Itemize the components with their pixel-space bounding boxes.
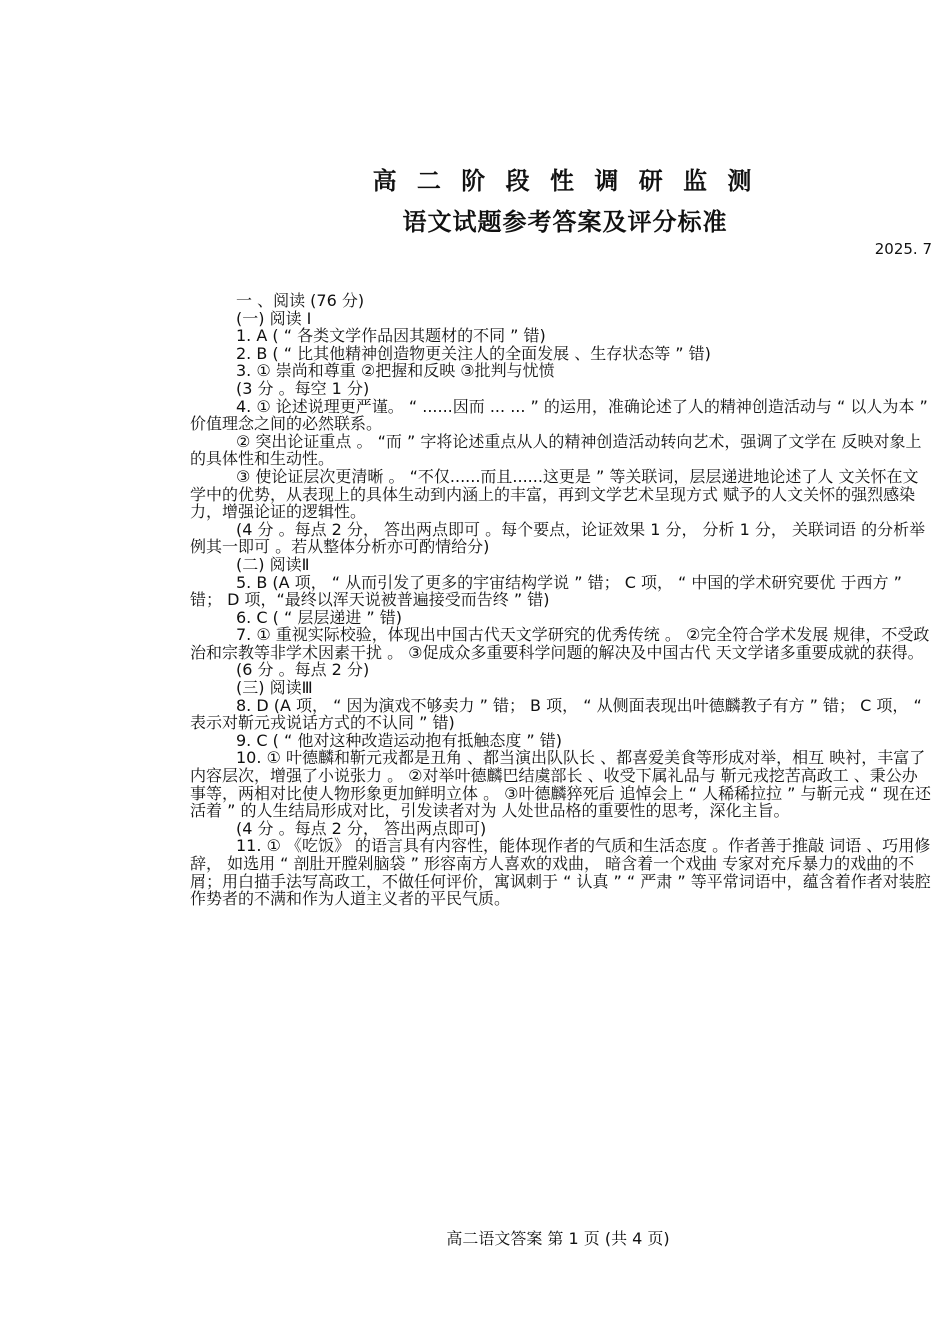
answer-item: 9. C ( “ 他对这种改造运动抱有抵触态度 ” 错) [236, 730, 563, 750]
document-subtitle: 语文试题参考答案及评分标准 [402, 208, 728, 236]
answer-item: 8. D (A 项， “ 因为演戏不够卖力 ” 错； B 项， “ 从侧面表现出叶德麟教子有方 ” 错； C 项， “ 表示对靳元戎说话方式的不认同 ” 错) [190, 695, 922, 733]
answer-item: 6. C ( “ 层层递进 ” 错) [236, 607, 403, 627]
subsection-heading: (一) 阅读 Ⅰ [236, 308, 312, 328]
document-title: 高 二 阶 段 性 调 研 监 测 [372, 167, 758, 195]
answer-content [190, 292, 932, 908]
answer-item: 11. ① 《吃饭》 的语言具有内容性，能体现作者的气质和生活态度 。作者善于推敲 词语 、巧用修辞， 如选用 “ 剖肚开膛剁脑袋 ” 形容南方人喜欢的戏曲， 暗含着一个戏曲 专家对充斥暴力的戏曲的不屑；用白描手法写高政工，不做任何评价，寓讽刺于 “ 认真 ” “ 严肃 ” 等平常词语中，蕴含着作者对装腔作势者的不满和作为人道主义者的平民气质。 [190, 836, 931, 909]
subsection-heading: (三) 阅读Ⅲ [236, 678, 313, 698]
answer-item: 4. ① 论述说理更严谨。 “ ......因而 ... ... ” 的运用，准确论述了人的精神创造活动与 “ 以人为本 ” 价值理念之间的必然联系。 [190, 396, 928, 434]
scoring-note: (6 分 。每点 2 分) [236, 660, 370, 680]
page-footer: 高二语文答案 第 1 页 (共 4 页) [446, 1229, 670, 1248]
scoring-note: (4 分 。每点 2 分， 答出两点即可 。每个要点，论证效果 1 分， 分析 1 分， 关联词语 的分析举例其一即可 。若从整体分析亦可酌情给分) [190, 519, 926, 557]
answer-item: 1. A ( “ 各类文学作品因其题材的不同 ” 错) [236, 326, 546, 346]
subsection-heading: (二) 阅读Ⅱ [236, 554, 310, 574]
answer-item: 2. B ( “ 比其他精神创造物更关注人的全面发展 、生存状态等 ” 错) [236, 343, 711, 363]
section-heading: 一 、阅读 (76 分) [236, 291, 365, 310]
answer-point: ② 突出论证重点 。 “而 ” 字将论述重点从人的精神创造活动转向艺术，强调了文学在 反映对象上的具体性和生动性。 [190, 431, 922, 469]
answer-item: 5. B (A 项， “ 从而引发了更多的宇宙结构学说 ” 错； C 项， “ 中国的学术研究要优 于西方 ” 错； D 项，“最终以浑天说被普遍接受而告终 ” 错) [190, 572, 902, 610]
answer-item: 10. ① 叶德麟和靳元戎都是丑角 、都当演出队队长 、都喜爱美食等形成对举，相互 映衬，丰富了内容层次，增强了小说张力 。 ②对举叶德麟巴结虞部长 、收受下属礼品与 靳元戎挖苦高政工 、秉公办事等，两相对比使人物形象更加鲜明立体 。 ③叶德麟猝死后 追悼会上 “ 人稀稀拉拉 ” 与靳元戎 “ 现在还活着 ” 的人生结局形成对比，引发读者对为 人处世品格的重要性的思考，深化主旨。 [190, 748, 931, 821]
answer-point: ③ 使论证层次更清晰 。 “不仅......而且......这更是 ” 等关联词，层层递进地论述了人 文关怀在文学中的优势，从表现上的具体生动到内涵上的丰富，再到文学艺术呈现方式 赋予的人文关怀的强烈感染力，增强论证的逻辑性。 [190, 466, 919, 522]
scoring-note: (4 分 。每点 2 分， 答出两点即可) [236, 818, 487, 838]
answer-item: 7. ① 重视实际校验，体现出中国古代天文学研究的优秀传统 。 ②完全符合学术发展 规律，不受政治和宗教等非学术因素干扰 。 ③促成众多重要科学问题的解决及中国古代 天文学诸多重要成就的获得。 [190, 625, 930, 662]
document-date: 2025. 7 [874, 240, 932, 258]
scoring-note: (3 分 。每空 1 分) [236, 378, 370, 398]
answer-item: 3. ① 崇尚和尊重 ②把握和反映 ③批判与忧愤 [236, 361, 555, 381]
